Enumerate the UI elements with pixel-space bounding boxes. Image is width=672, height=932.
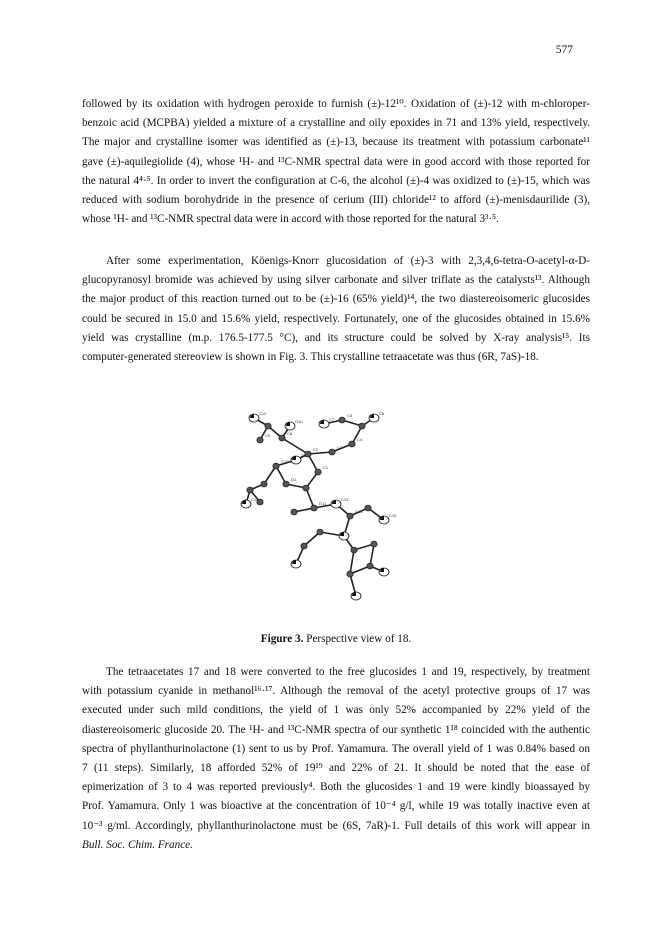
atom-label: O1 (301, 453, 307, 458)
text-line: gave (±)-aquilegiolide (4), whose ¹H- and ¹³C-NMR spectral data were in good accord with those reported for (82, 155, 590, 168)
text-line: whose ¹H- and ¹³C-NMR spectral data were in accord with those reported for the natural 3³·⁵. (82, 213, 499, 226)
text-line: followed by its oxidation with hydrogen peroxide to furnish (±)-12¹⁰. Oxidation of (±)-12 with m-chloroper- (82, 98, 590, 110)
atom-label: C9 (265, 433, 271, 438)
bond (308, 452, 332, 454)
text-line: with potassium cyanide in methanol¹⁶·¹⁷. Although the removal of the acetyl protective groups of 17 was (82, 685, 590, 698)
crystal-structure-figure (212, 392, 452, 612)
text-line: could be secured in 15.0 and 15.6% yield, respectively. Fortunately, one of the glucosides obtained in 15.6% (82, 312, 590, 325)
carbon-atom (347, 513, 353, 519)
atom-label: O11 (319, 501, 327, 506)
carbon-atom (261, 481, 267, 487)
atom-label: C10 (281, 459, 289, 464)
carbon-atom (371, 541, 377, 547)
bond (370, 544, 374, 566)
text-line: spectra of phyllanthurinolactone (1) sent to us by Prof. Yamamura. The overall yield of 1 was 0.84% based on (82, 742, 590, 755)
text-line: After some experimentation, Köenigs-Knorr glucosidation of (±)-3 with 2,3,4,6-tetra-O-acetyl-α-D- (106, 255, 590, 267)
carbon-atom (315, 469, 321, 475)
atom-label: C2 (313, 447, 319, 452)
carbon-atom (329, 449, 335, 455)
text-line: executed under such mild conditions, the yield of 1 was only 52% accompanied by 22% yield of the (82, 704, 590, 717)
atom-label: C5 (347, 413, 353, 418)
figure-caption-text: Perspective view of 18. (303, 633, 412, 645)
carbon-atom (359, 423, 365, 429)
atom-label: C11 (251, 497, 259, 502)
paragraph-1 (82, 95, 590, 229)
bond (350, 550, 354, 574)
page-number: 577 (555, 44, 573, 56)
carbon-atom (301, 543, 307, 549)
atom-label: C13 (341, 497, 349, 502)
text-line: The major and crystalline isomer was identified as (±)-13, because its treatment with potassium carbonate¹¹ (82, 136, 590, 149)
text-line: The tetraacetates 17 and 18 were converted to the free glucosides 1 and 19, respectively, by treatment (106, 666, 590, 678)
carbon-atom (279, 435, 285, 441)
text-line: computer-generated stereoview is shown in Fig. 3. This crystalline tetraacetate was thus (6R, 7aS)-18. (82, 351, 539, 364)
atom-label: C6 (379, 411, 385, 416)
figure-caption-label: Figure 3. (260, 633, 304, 645)
figure-caption (0, 633, 672, 645)
text-line: diastereoisomeric glucoside 20. The ¹H- and ¹³C-NMR spectra of our synthetic 1¹⁸ coincided with the authentic (82, 723, 590, 736)
atom-label: C4 (357, 437, 363, 442)
text-line: benzoic acid (MCPBA) yielded a mixture of a crystalline and oily epoxides in 71 and 13% yield, respectively. (82, 117, 590, 130)
atom-label: O10 (295, 419, 303, 424)
carbon-atom (247, 487, 253, 493)
atom-label: C1 (323, 465, 329, 470)
paragraph-3 (82, 663, 590, 855)
text-line: yield was crystalline (m.p. 176.5-177.5 °C), and its structure could be solved by X-ray analysis¹⁵. Its (82, 331, 590, 344)
paragraph-2 (82, 252, 590, 367)
text-line: the major product of this reaction turned out to be (±)-16 (65% yield)¹⁴, the two diastereoisomeric glucosides (82, 293, 590, 306)
carbon-atom (367, 563, 373, 569)
text-line: 7 (11 steps). Similarly, 18 afforded 52% of 19¹⁹ and 22% of 21. It should be noted that the ease of (82, 762, 590, 775)
atom-label: C7 (329, 417, 335, 422)
carbon-atom (303, 485, 309, 491)
carbon-atom (339, 417, 345, 423)
carbon-atom (283, 481, 289, 487)
atom-label: C12 (259, 411, 267, 416)
carbon-atom (365, 505, 371, 511)
carbon-atom (291, 509, 297, 515)
bond (282, 438, 308, 454)
atom-label: C8 (287, 431, 293, 436)
carbon-atom (351, 547, 357, 553)
carbon-atom (311, 505, 317, 511)
atom-label: C14 (355, 509, 363, 514)
carbon-atom (317, 529, 323, 535)
text-line: 10⁻³ g/ml. Accordingly, phyllanthurinolactone must be (6S, 7aR)-1. Full details of this work will appear in (82, 819, 590, 832)
atom-label: C15 (389, 513, 397, 518)
atom-label: O2 (291, 477, 297, 482)
text-line: epimerization of 3 to 4 was reported previously⁴. Both the glucosides 1 and 19 were kindly bioassayed by (82, 781, 590, 794)
text-line: Bull. Soc. Chim. France. (82, 838, 193, 851)
text-line: Prof. Yamamura. Only 1 was bioactive at the concentration of 10⁻⁴ g/l, while 19 was totally inactive even at (82, 800, 590, 813)
text-line: the natural 4⁴·⁵. In order to invert the configuration at C-6, the alcohol (±)-4 was oxidized to (±)-15, which was (82, 174, 590, 187)
carbon-atom (273, 463, 279, 469)
carbon-atom (349, 441, 355, 447)
text-line: glucopyranosyl bromide was achieved by using silver carbonate and silver triflate as the catalysts¹³. Although (82, 274, 590, 287)
carbon-atom (347, 571, 353, 577)
atom-label: C3 (337, 445, 343, 450)
ortep-drawing (212, 392, 452, 612)
carbon-atom (257, 437, 263, 443)
text-line: reduced with sodium borohydride in the presence of cerium (III) chloride¹² to afford (±)-menisdaurilide (3), (82, 194, 590, 207)
carbon-atom (265, 423, 271, 429)
